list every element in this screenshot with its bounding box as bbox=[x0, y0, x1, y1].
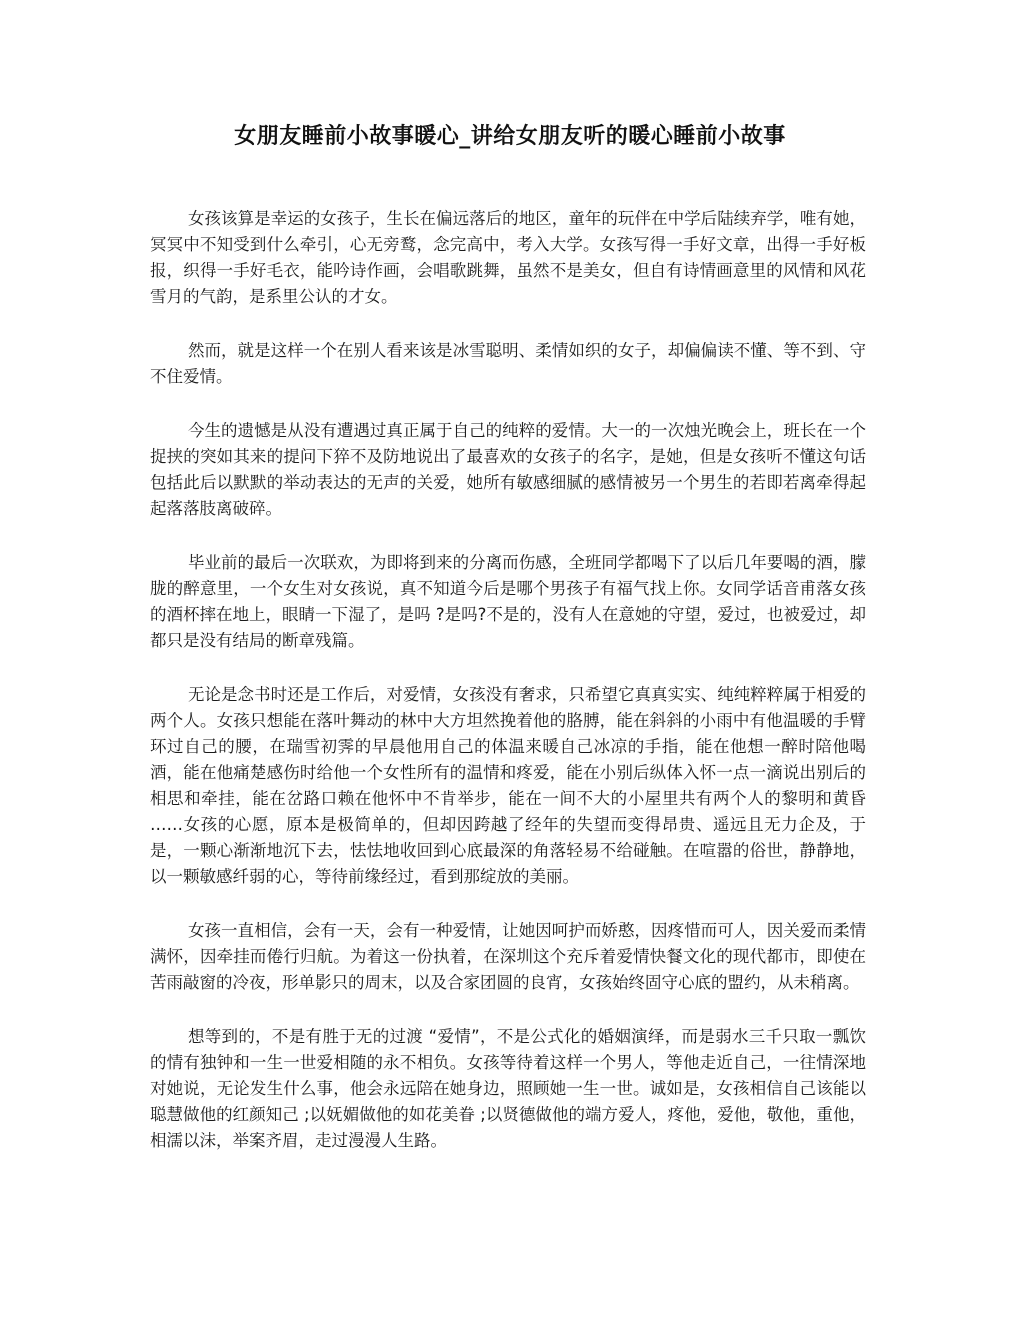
paragraph-3: 今生的遗憾是从没有遭遇过真正属于自己的纯粹的爱情。大一的一次烛光晚会上，班长在一个捉挟的突如其来的提问下猝不及防地说出了最喜欢的女孩子的名字，是她，但是女孩听不懂这句话包括此后以默默的举动表达的无声的关爱，她所有敏感细腻的感情被另一个男生的若即若离牵得起起落落肢离破碎。 bbox=[150, 421, 866, 518]
paragraph-5: 无论是念书时还是工作后，对爱情，女孩没有奢求，只希望它真真实实、纯纯粹粹属于相爱的两个人。女孩只想能在落叶舞动的林中大方坦然挽着他的胳膊，能在斜斜的小雨中有他温暖的手臂环过自己的腰，在瑞雪初霁的早晨他用自己的体温来暖自己冰凉的手指，能在他想一醉时陪他喝酒，能在他痛楚感伤时给他一个女性所有的温情和疼爱，能在小别后纵体入怀一点一滴说出别后的相思和牵挂，能在岔路口赖在他怀中不肯举步，能在一间不大的小屋里共有两个人的黎明和黄昏 ……女孩的心愿，原本是极简单的，但却因跨越了经年的失望而变得昂贵、遥远且无力企及，于是，一颗心渐渐地沉下去，怯怯地收回到心底最深的角落轻易不给碰触。在喧嚣的俗世，静静地，以一颗敏感纤弱的心，等待前缘经过，看到那绽放的美丽。 bbox=[150, 685, 866, 886]
paragraph-4: 毕业前的最后一次联欢，为即将到来的分离而伤感，全班同学都喝下了以后几年要喝的酒，朦胧的醉意里，一个女生对女孩说，真不知道今后是哪个男孩子有福气找上你。女同学话音甫落女孩的酒杯摔在地上，眼睛一下湿了，是吗 ?是吗?不是的，没有人在意她的守望，爱过，也被爱过，却都只是没有结局的断章残篇。 bbox=[150, 553, 866, 650]
paragraph-7: 想等到的，不是有胜于无的过渡 “爱情”，不是公式化的婚姻演绎，而是弱水三千只取一瓢饮的情有独钟和一生一世爱相随的永不相负。女孩等待着这样一个男人，等他走近自己，一往情深地对她说，无论发生什么事，他会永远陪在她身边，照顾她一生一世。诚如是，女孩相信自己该能以聪慧做他的红颜知己 ;以妩媚做他的如花美眷 ;以贤德做他的端方爱人，疼他，爱他，敬他，重他，相濡以沫，举案齐眉，走过漫漫人生路。 bbox=[150, 1027, 866, 1150]
paragraph-1: 女孩该算是幸运的女孩子，生长在偏远落后的地区，童年的玩伴在中学后陆续弃学，唯有她，冥冥中不知受到什么牵引，心无旁鹜，念完高中，考入大学。女孩写得一手好文章，出得一手好板报，织得一手好毛衣，能吟诗作画，会唱歌跳舞，虽然不是美女，但自有诗情画意里的风情和风花雪月的气韵，是系里公认的才女。 bbox=[150, 209, 866, 306]
document-body bbox=[150, 206, 866, 1182]
paragraph-6: 女孩一直相信，会有一天，会有一种爱情，让她因呵护而娇憨，因疼惜而可人，因关爱而柔情满怀，因牵挂而倦行归航。为着这一份执着，在深圳这个充斥着爱情快餐文化的现代都市，即使在苦雨敲窗的冷夜，形单影只的周末，以及合家团圆的良宵，女孩始终固守心底的盟约，从未稍离。 bbox=[150, 921, 866, 992]
document-title: 女朋友睡前小故事暖心_讲给女朋友听的暖心睡前小故事 bbox=[234, 124, 786, 149]
paragraph-2: 然而，就是这样一个在别人看来该是冰雪聪明、柔情如织的女子，却偏偏读不懂、等不到、守不住爱情。 bbox=[150, 341, 866, 386]
